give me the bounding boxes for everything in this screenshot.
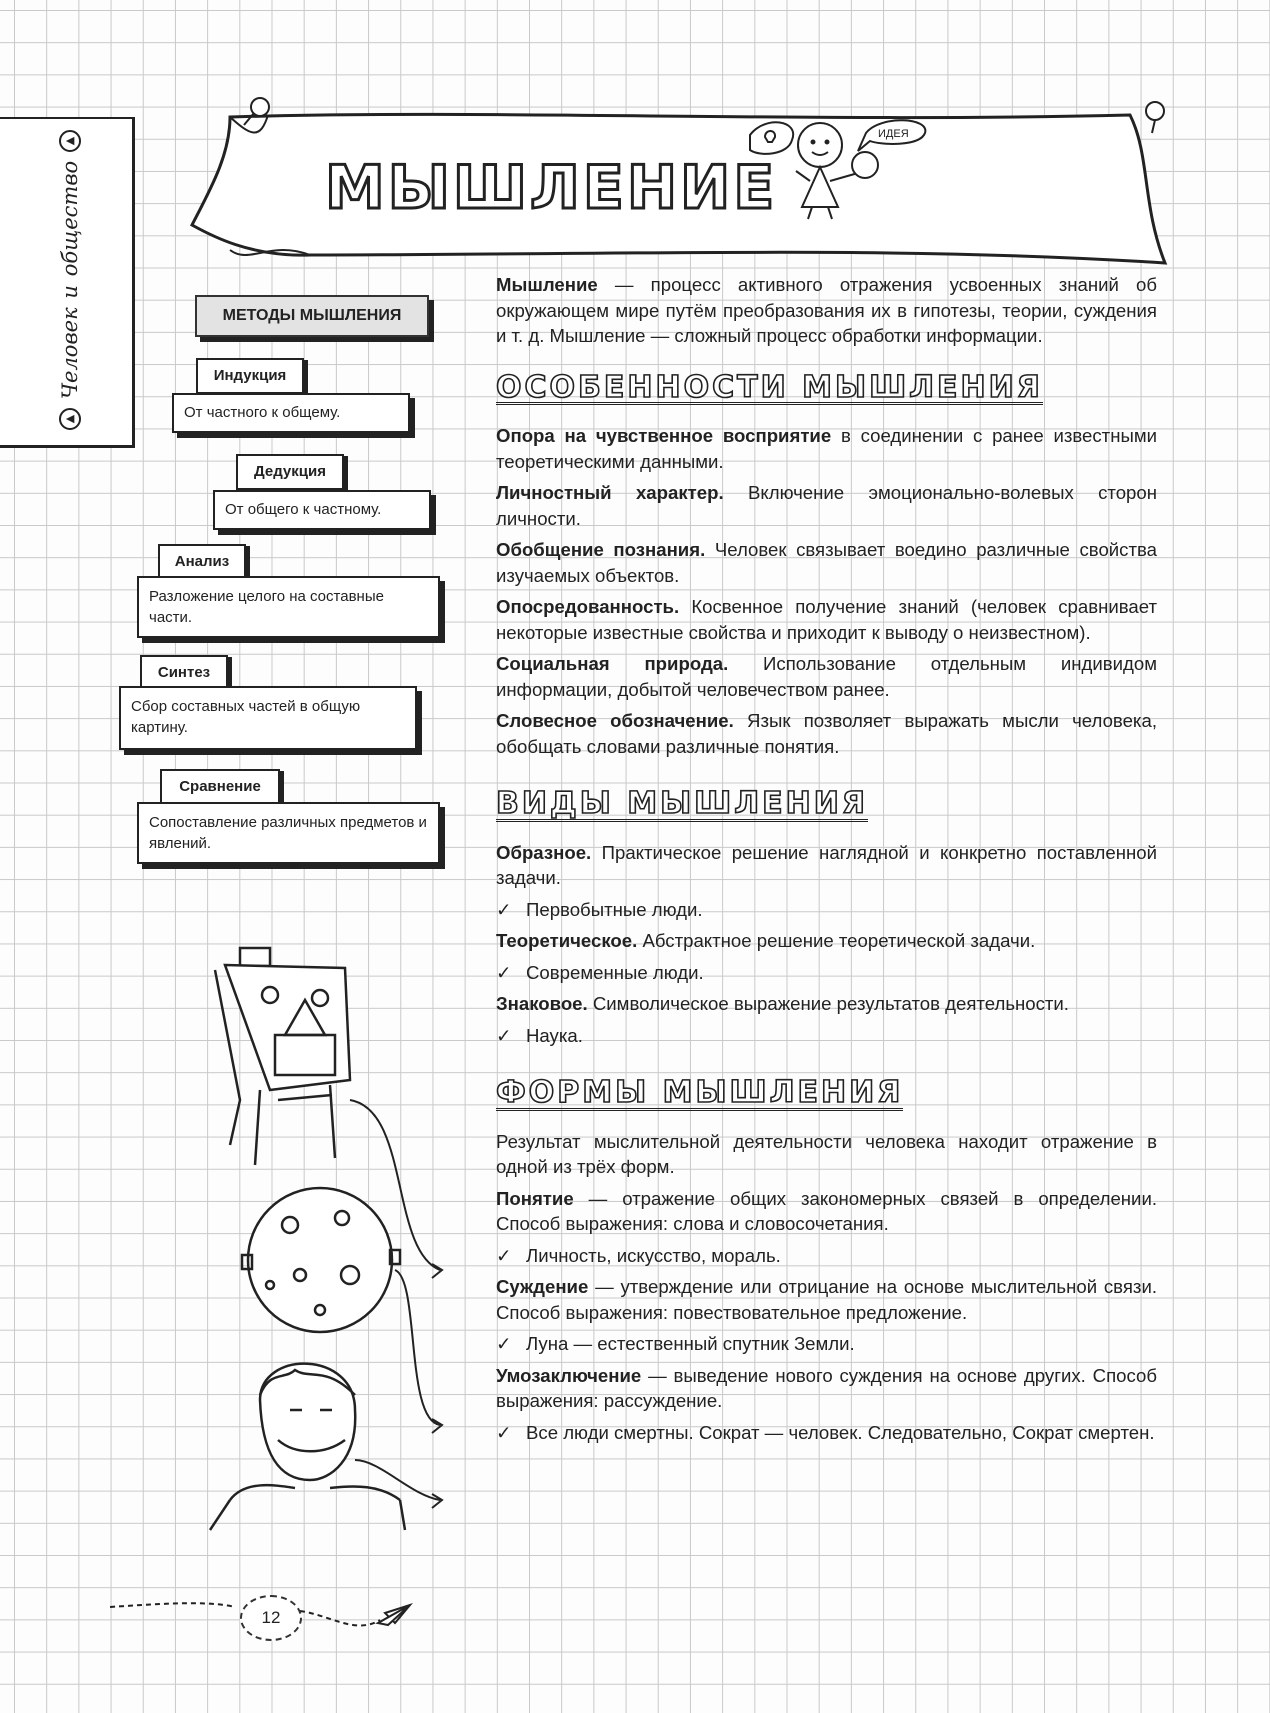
side-tab-label-end: общество <box>58 160 82 277</box>
feature-text: Включение эмоционально-волевых сторон личности. <box>496 482 1157 529</box>
form-item <box>496 1274 1157 1325</box>
form-example-text: Личность, искусство, мораль. <box>526 1244 781 1266</box>
form-text: — выведение нового суждения на основе других. Способ выражения: рассуждение. <box>496 1364 1157 1411</box>
form-term: Суждение <box>496 1276 589 1297</box>
types-heading: ВИДЫ МЫШЛЕНИЯ <box>496 786 868 821</box>
form-example-text: Луна — естественный спутник Земли. <box>526 1333 855 1354</box>
side-tab <box>0 117 135 448</box>
type-item <box>496 991 1157 1017</box>
paper-plane-icon <box>378 1605 410 1625</box>
type-item <box>496 928 1157 954</box>
feature-text: Человек связывает воедино различные свойства изучаемых объектов. <box>496 539 1157 586</box>
form-text: — утверждение или отрицание на основе мыслительной связи. Способ выражения: повествовательное предложение. <box>496 1276 1157 1323</box>
type-example-text: Наука. <box>526 1024 583 1046</box>
feature-text: Косвенное получение знаний (человек сравнивает некоторые известные свойства и приходит к выводу о неизвестном). <box>496 596 1157 643</box>
type-example <box>496 960 1157 986</box>
triangle-circle-icon-end: ▲ <box>59 130 81 152</box>
form-term: Умозаключение <box>496 1364 642 1386</box>
method-label-comparison: Сравнение <box>160 769 280 805</box>
check-icon: ✓ <box>496 1421 512 1443</box>
type-text: Абстрактное решение теоретической задачи. <box>637 930 1036 951</box>
feature-term: Опора на чувственное восприятие <box>496 425 832 446</box>
method-label-synthesis: Синтез <box>140 655 228 691</box>
type-example <box>496 1023 1157 1049</box>
feature-text: в соединении с ранее известными теоретическими данными. <box>496 425 1157 472</box>
feature-item <box>496 423 1157 474</box>
method-text-induction: От частного к общему. <box>172 393 410 433</box>
form-example <box>496 1243 1157 1269</box>
method-label-deduction: Дедукция <box>236 454 344 490</box>
form-example-text: Все люди смертны. Сократ — человек. Следовательно, Сократ смертен. <box>526 1421 1155 1443</box>
method-text-analysis: Разложение целого на составные части. <box>137 576 440 638</box>
method-label-analysis: Анализ <box>158 544 246 580</box>
side-tab-label-start: Человек <box>58 307 82 400</box>
triangle-circle-icon: ▲ <box>59 408 81 430</box>
page-number: 12 <box>240 1595 302 1641</box>
illustrations <box>110 940 490 1560</box>
page-title: МЫШЛЕНИЕ <box>325 153 778 223</box>
socrates-bust-icon <box>210 1364 405 1530</box>
form-item <box>496 1186 1157 1237</box>
feature-item <box>496 594 1157 645</box>
type-example-text: Современные люди. <box>526 961 704 983</box>
check-icon: ✓ <box>496 1024 512 1046</box>
feature-item <box>496 651 1157 702</box>
form-example <box>496 1420 1157 1446</box>
method-text-comparison: Сопоставление различных предметов и явлений. <box>137 802 440 864</box>
type-example <box>496 897 1157 923</box>
feature-term: Опосредованность. <box>496 596 680 617</box>
feature-text: Язык позволяет выражать мысли человека, обобщать словами различные понятия. <box>496 710 1157 757</box>
check-icon: ✓ <box>496 961 512 983</box>
feature-item <box>496 480 1157 531</box>
check-icon: ✓ <box>496 898 512 920</box>
feature-term: Личностный характер. <box>496 482 724 503</box>
check-icon: ✓ <box>496 1244 512 1266</box>
type-example-text: Первобытные люди. <box>526 898 703 920</box>
intro-paragraph <box>496 272 1157 349</box>
intro-text: — процесс активного отражения усвоенных знаний об окружающем мире путём преобразования их в гипотезы, теории, суждения и т. д. Мышление — сложный процесс обработки информации. <box>496 274 1157 346</box>
feature-item <box>496 708 1157 759</box>
check-icon: ✓ <box>496 1333 512 1354</box>
features-heading: ОСОБЕННОСТИ МЫШЛЕНИЯ <box>496 369 1043 405</box>
pushpin-icon-right <box>1146 102 1164 133</box>
feature-term: Обобщение познания. <box>496 539 706 560</box>
method-text-deduction: От общего к частному. <box>213 490 431 530</box>
feature-text: Использование отдельным индивидом информации, добытой человечеством ранее. <box>496 653 1157 700</box>
feature-item <box>496 537 1157 588</box>
form-term: Понятие <box>496 1187 574 1209</box>
form-item <box>496 1363 1157 1414</box>
feature-term: Социальная природа. <box>496 653 729 674</box>
side-tab-label <box>58 130 82 430</box>
form-text: — отражение общих закономерных связей в определении. Способ выражения: слова и словосочетания. <box>496 1187 1157 1234</box>
forms-heading: ФОРМЫ МЫШЛЕНИЯ <box>496 1075 904 1110</box>
methods-heading: МЕТОДЫ МЫШЛЕНИЯ <box>195 295 429 337</box>
easel-painting-icon <box>215 948 350 1165</box>
method-text-synthesis: Сбор составных частей в общую картину. <box>119 686 417 750</box>
type-term: Теоретическое. <box>496 930 638 951</box>
intro-term: Мышление <box>496 274 598 295</box>
feature-term: Словесное обозначение. <box>496 710 734 731</box>
type-term: Знаковое. <box>496 993 588 1014</box>
type-text: Символическое выражение результатов деятельности. <box>587 993 1069 1014</box>
forms-intro: Результат мыслительной деятельности человека находит отражение в одной из трёх форм. <box>496 1130 1157 1177</box>
type-term: Образное. <box>496 841 592 863</box>
method-label-induction: Индукция <box>196 358 304 394</box>
type-text: Практическое решение наглядной и конкретно поставленной задачи. <box>496 841 1157 888</box>
type-item <box>496 840 1157 891</box>
form-example <box>496 1331 1157 1357</box>
side-tab-label-mid: и <box>58 285 82 299</box>
idea-label: ИДЕЯ <box>878 128 909 140</box>
main-text-column <box>496 272 1157 1451</box>
moon-icon <box>242 1188 400 1332</box>
